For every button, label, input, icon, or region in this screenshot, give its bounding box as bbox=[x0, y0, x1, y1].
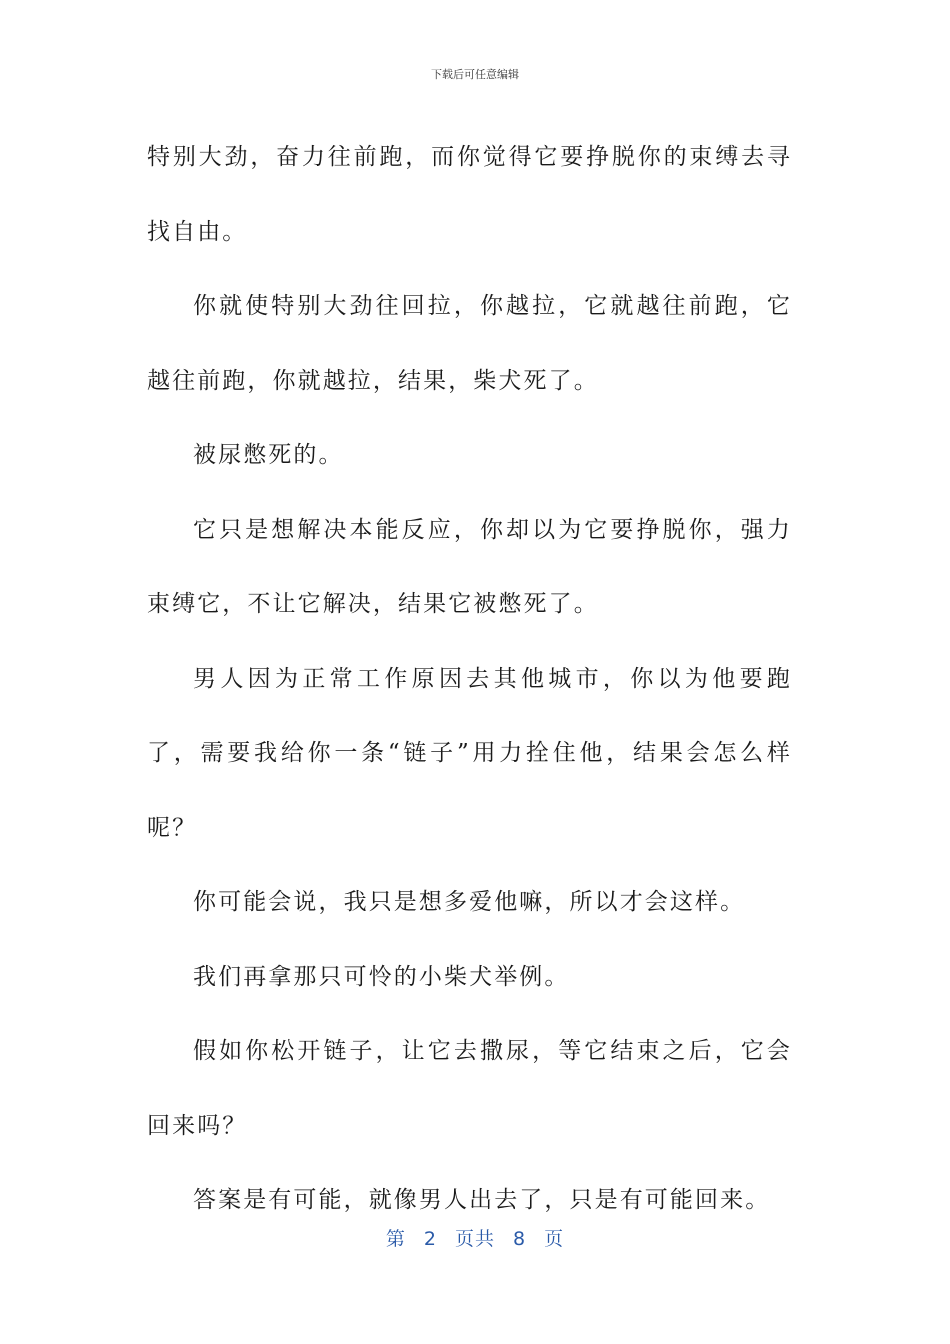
paragraph-5: 男人因为正常工作原因去其他城市，你以为他要跑了，需要我给你一条“链子”用力拴住他，结果会怎么样呢？ bbox=[147, 665, 792, 841]
footer-suffix: 页 bbox=[544, 1228, 565, 1250]
paragraph-9: 答案是有可能，就像男人出去了，只是有可能回来。 bbox=[193, 1187, 771, 1213]
paragraph-1: 特别大劲，奋力往前跑，而你觉得它要挣脱你的束缚去寻找自由。 bbox=[147, 144, 792, 245]
footer-middle: 页共 bbox=[454, 1228, 495, 1250]
paragraph-3: 被尿憋死的。 bbox=[193, 442, 344, 468]
page-footer bbox=[0, 1224, 950, 1251]
paragraph-4: 它只是想解决本能反应，你却以为它要挣脱你，强力束缚它，不让它解决，结果它被憋死了。 bbox=[147, 516, 792, 617]
page-header: 下载后可任意编辑 bbox=[431, 68, 519, 81]
document-body bbox=[147, 120, 792, 1238]
footer-current-page: 2 bbox=[423, 1228, 437, 1250]
paragraph-6: 你可能会说，我只是想多爱他嘛，所以才会这样。 bbox=[193, 889, 746, 915]
paragraph-8: 假如你松开链子，让它去撒尿，等它结束之后，它会回来吗？ bbox=[147, 1038, 792, 1139]
footer-total-pages: 8 bbox=[513, 1228, 527, 1250]
footer-prefix: 第 bbox=[385, 1228, 406, 1250]
paragraph-7: 我们再拿那只可怜的小柴犬举例。 bbox=[193, 963, 570, 990]
paragraph-2: 你就使特别大劲往回拉，你越拉，它就越往前跑，它越往前跑，你就越拉，结果，柴犬死了。 bbox=[147, 293, 792, 394]
